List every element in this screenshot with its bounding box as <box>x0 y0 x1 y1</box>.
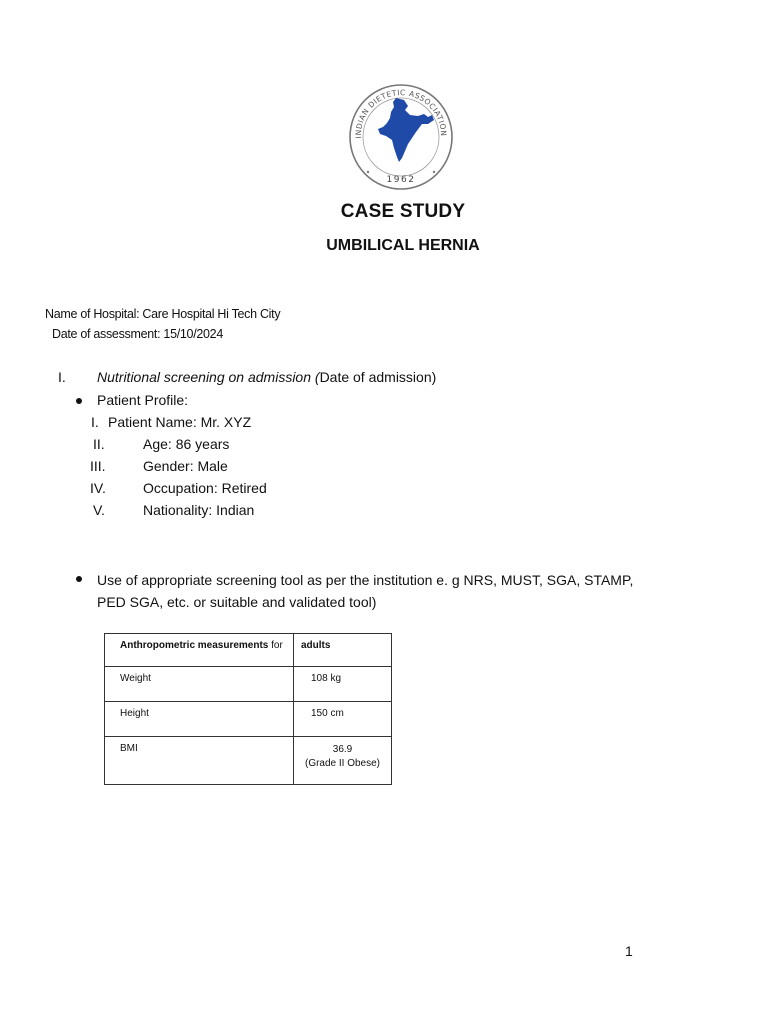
bmi-value: 36.9 <box>332 744 353 755</box>
row-label-bmi: BMI <box>105 737 294 785</box>
table-row <box>105 702 392 737</box>
profile-item-nationality: Nationality: Indian <box>143 502 255 518</box>
profile-item-number: I. <box>91 414 99 430</box>
table-header-row <box>105 634 392 667</box>
profile-item-number: IV. <box>90 480 106 496</box>
bmi-grade-note: (Grade II Obese) <box>304 758 381 769</box>
table-header-value: adults <box>294 634 392 667</box>
page-title: CASE STUDY <box>340 201 466 222</box>
row-value-bmi <box>294 737 392 785</box>
profile-item-number: III. <box>90 458 106 474</box>
screening-tool-text <box>97 569 657 613</box>
bullet-icon <box>76 576 82 582</box>
table-header-label: Anthropometric measurements for <box>105 634 294 667</box>
section-heading <box>97 369 436 385</box>
section-heading-plain: Date of admission) <box>319 369 437 385</box>
page-subtitle: UMBILICAL HERNIA <box>326 237 480 254</box>
anthropometric-table <box>104 633 392 785</box>
profile-item-number: V. <box>93 502 105 518</box>
profile-item-gender: Gender: Male <box>143 458 228 474</box>
assessment-date: Date of assessment: 15/10/2024 <box>52 327 223 341</box>
row-label-height: Height <box>105 702 294 737</box>
row-label-weight: Weight <box>105 667 294 702</box>
screening-line-2: PED SGA, etc. or suitable and validated tool) <box>97 594 377 610</box>
table-row <box>105 737 392 785</box>
patient-profile-heading: Patient Profile: <box>97 392 189 408</box>
profile-item-number: II. <box>93 436 105 452</box>
row-value-height: 150 cm <box>294 702 392 737</box>
page-number: 1 <box>625 943 633 959</box>
screening-line-1: Use of appropriate screening tool as per the institution e. g NRS, MUST, SGA, STAMP, <box>97 572 634 588</box>
hospital-name: Name of Hospital: Care Hospital Hi Tech City <box>45 307 281 321</box>
indian-dietetic-association-logo <box>348 82 454 192</box>
logo-ring-text: INDIAN DIETETIC ASSOCIATION <box>353 88 449 139</box>
logo-year: 1962 <box>386 175 416 185</box>
table-row <box>105 667 392 702</box>
row-value-weight: 108 kg <box>294 667 392 702</box>
profile-item-occupation: Occupation: Retired <box>143 480 267 496</box>
profile-item-age: Age: 86 years <box>143 436 230 452</box>
section-heading-italic: Nutritional screening on admission ( <box>97 369 320 385</box>
section-number: I. <box>58 369 66 385</box>
profile-item-name: Patient Name: Mr. XYZ <box>108 414 252 430</box>
bullet-icon <box>76 398 82 404</box>
